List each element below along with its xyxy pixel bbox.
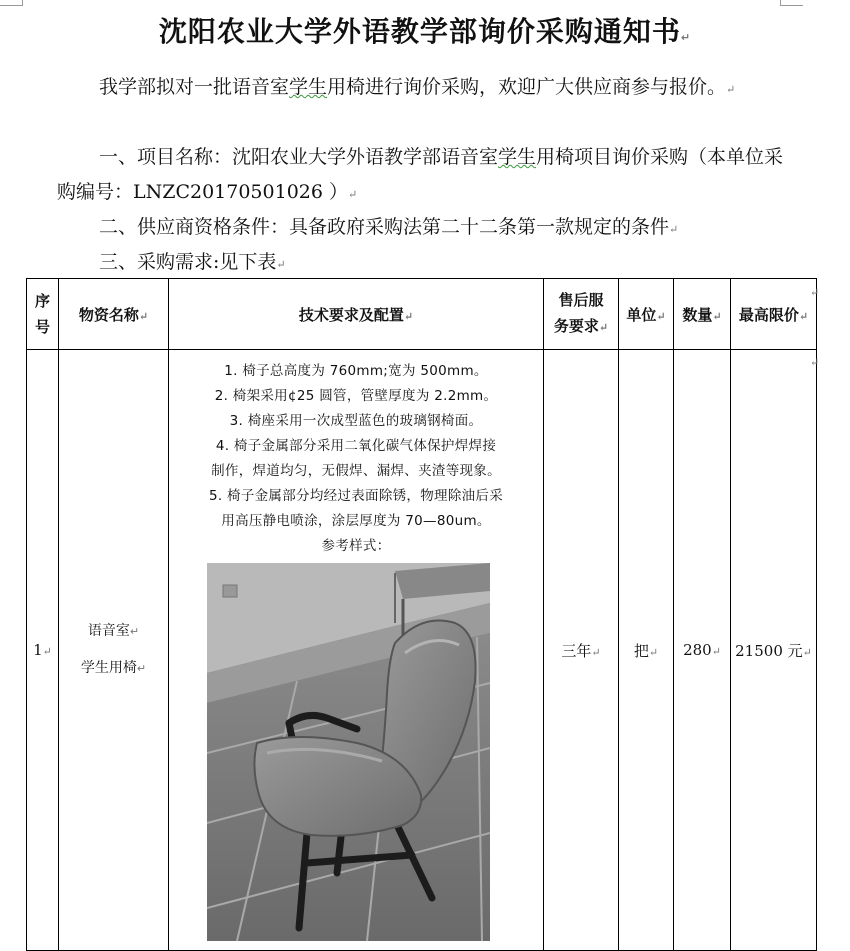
intro-text-spellcheck: 学生 xyxy=(289,76,328,98)
document-title xyxy=(0,10,850,50)
table-header-row xyxy=(27,279,817,350)
cell-unit-text: 把 xyxy=(633,641,649,660)
cell-mark: ↵ xyxy=(591,645,601,659)
title-text: 沈阳农业大学外语教学部询价采购通知书 xyxy=(158,15,681,48)
page-corner-mark-right xyxy=(780,0,803,6)
header-qty-text: 数量 xyxy=(682,305,713,324)
cell-service-text: 三年 xyxy=(561,641,592,660)
paragraph-mark: ↵ xyxy=(669,223,679,236)
chair-reference-photo xyxy=(207,563,490,941)
spec-line-6: 5. 椅子金属部分均经过表面除锈，物理除油后采 xyxy=(208,488,504,504)
cell-mark: ↵ xyxy=(598,321,609,334)
spec-line-5: 制作，焊道均匀，无假焊、漏焊、夹渣等现象。 xyxy=(211,463,501,479)
item1-text-b: 用椅项目询价采购（本单位采购编号：LNZC20170501026 ） xyxy=(57,146,784,203)
header-service-top: 售后服 xyxy=(558,291,604,309)
cell-seq-text: 1 xyxy=(33,641,43,659)
page-corner-mark-left xyxy=(0,0,23,6)
intro-paragraph xyxy=(57,70,787,107)
spec-line-3: 3. 椅座采用一次成型蓝色的玻璃钢椅面。 xyxy=(229,413,483,429)
paragraph-mark: ↵ xyxy=(680,31,692,44)
header-seq-bottom: 号 xyxy=(34,318,50,336)
paragraph-mark: ↵ xyxy=(726,83,736,96)
cell-mark: ↵ xyxy=(648,645,659,659)
intro-text-b: 用椅进行询价采购，欢迎广大供应商参与报价。 xyxy=(327,76,727,98)
spec-line-8: 参考样式： xyxy=(321,538,391,554)
item3-text: 三、采购需求:见下表 xyxy=(99,251,277,273)
cell-name-line1: 语音室 xyxy=(87,623,130,639)
item-project-name xyxy=(57,140,787,212)
item-procurement-needs xyxy=(57,245,787,282)
cell-name-line2: 学生用椅 xyxy=(80,660,137,676)
cell-spec xyxy=(169,350,544,951)
cell-mark: ↵ xyxy=(129,625,140,638)
header-price-text: 最高限价 xyxy=(738,305,799,324)
cell-mark: ↵ xyxy=(802,645,812,659)
header-service-bottom: 务要求 xyxy=(553,317,599,335)
cell-mark: ↵ xyxy=(136,662,147,675)
cell-price-text: 21500 元 xyxy=(735,641,803,660)
cell-mark: ↵ xyxy=(798,309,809,323)
header-spec-text: 技术要求及配置 xyxy=(298,305,404,324)
row-end-mark: ↵ xyxy=(810,356,820,369)
spec-line-4: 4. 椅子金属部分采用二氧化碳气体保护焊焊接 xyxy=(215,438,497,454)
header-qty xyxy=(674,279,731,350)
table-row xyxy=(27,350,817,951)
header-price xyxy=(731,279,820,350)
header-unit-text: 单位 xyxy=(626,305,657,324)
header-seq xyxy=(27,279,59,350)
cell-qty-text: 280 xyxy=(683,641,712,659)
cell-price xyxy=(731,350,820,951)
cell-name xyxy=(59,350,169,951)
intro-text-a: 我学部拟对一批语音室 xyxy=(99,76,290,98)
spec-line-1: 1. 椅子总高度为 760mm;宽为 500mm。 xyxy=(224,363,488,379)
cell-unit xyxy=(619,350,674,951)
spec-line-2: 2. 椅架采用¢25 圆管，管壁厚度为 2.2mm。 xyxy=(214,388,498,404)
item1-text-a: 一、项目名称：沈阳农业大学外语教学部语音室 xyxy=(99,146,499,168)
header-name xyxy=(59,279,169,350)
header-name-text: 物资名称 xyxy=(78,305,139,324)
row-end-mark: ↵ xyxy=(810,286,820,299)
spec-line-7: 用高压静电喷涂，涂层厚度为 70—80um。 xyxy=(221,513,491,529)
cell-seq xyxy=(27,350,59,951)
header-spec xyxy=(169,279,544,350)
item1-text-spellcheck: 学生 xyxy=(498,146,537,168)
header-seq-top: 序 xyxy=(34,292,50,310)
item2-text: 二、供应商资格条件：具备政府采购法第二十二条第一款规定的条件 xyxy=(99,216,670,238)
item-supplier-qualification xyxy=(57,210,787,247)
header-unit xyxy=(619,279,674,350)
cell-service xyxy=(544,350,619,951)
cell-mark: ↵ xyxy=(138,309,149,323)
cell-mark: ↵ xyxy=(656,309,666,323)
cell-mark: ↵ xyxy=(403,309,414,323)
paragraph-mark: ↵ xyxy=(348,188,358,201)
cell-mark: ↵ xyxy=(42,645,52,658)
cell-mark: ↵ xyxy=(711,645,721,658)
paragraph-mark: ↵ xyxy=(276,258,286,271)
procurement-table xyxy=(26,278,820,951)
cell-qty xyxy=(674,350,731,951)
header-service xyxy=(544,279,619,350)
cell-mark: ↵ xyxy=(712,309,722,323)
